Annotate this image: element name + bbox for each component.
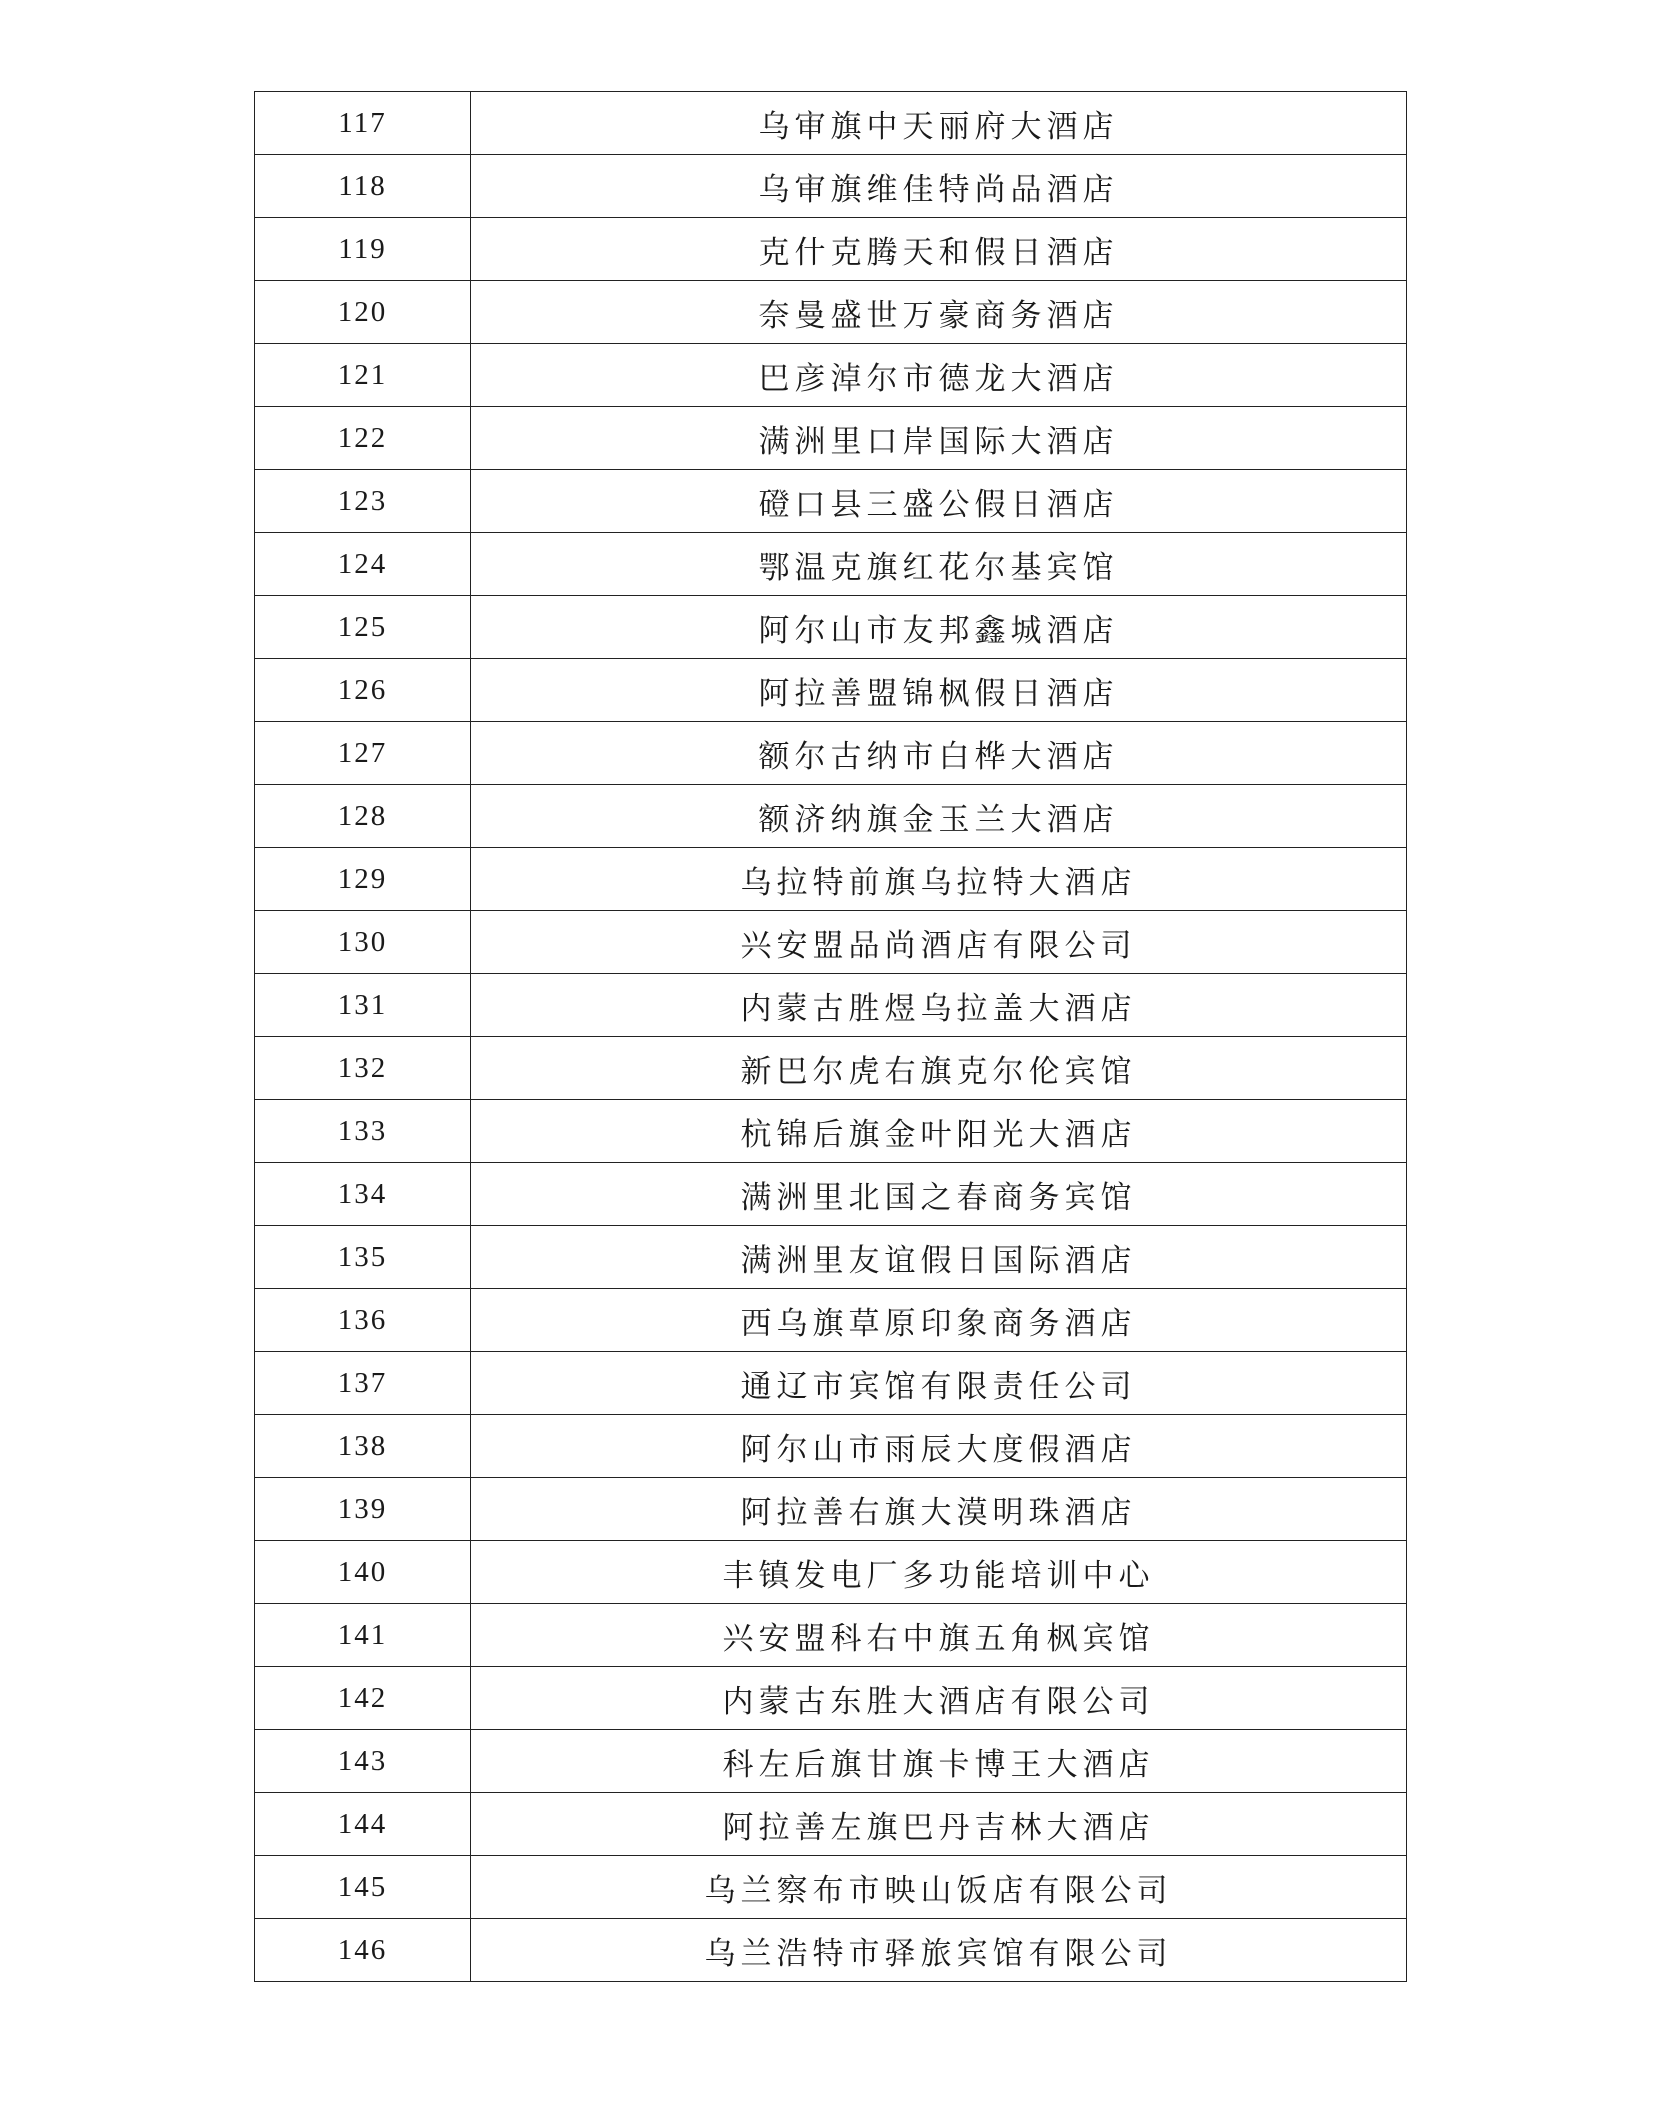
table-row xyxy=(255,848,1407,911)
hotel-name: 乌审旗维佳特尚品酒店 xyxy=(471,155,1407,218)
table-row xyxy=(255,1415,1407,1478)
row-number: 143 xyxy=(255,1730,471,1793)
hotel-name: 满洲里北国之春商务宾馆 xyxy=(471,1163,1407,1226)
table-row xyxy=(255,974,1407,1037)
hotel-name: 内蒙古胜煜乌拉盖大酒店 xyxy=(471,974,1407,1037)
row-number: 134 xyxy=(255,1163,471,1226)
row-number: 146 xyxy=(255,1919,471,1982)
table-row xyxy=(255,1793,1407,1856)
table-row xyxy=(255,407,1407,470)
hotel-name: 内蒙古东胜大酒店有限公司 xyxy=(471,1667,1407,1730)
row-number: 118 xyxy=(255,155,471,218)
table-row xyxy=(255,1604,1407,1667)
hotel-name: 丰镇发电厂多功能培训中心 xyxy=(471,1541,1407,1604)
table-row xyxy=(255,155,1407,218)
row-number: 124 xyxy=(255,533,471,596)
table-row xyxy=(255,596,1407,659)
row-number: 121 xyxy=(255,344,471,407)
row-number: 125 xyxy=(255,596,471,659)
row-number: 132 xyxy=(255,1037,471,1100)
table-row xyxy=(255,1730,1407,1793)
hotel-name: 兴安盟品尚酒店有限公司 xyxy=(471,911,1407,974)
table-row xyxy=(255,218,1407,281)
hotel-name: 阿尔山市雨辰大度假酒店 xyxy=(471,1415,1407,1478)
row-number: 142 xyxy=(255,1667,471,1730)
hotel-name: 满洲里友谊假日国际酒店 xyxy=(471,1226,1407,1289)
hotel-name: 通辽市宾馆有限责任公司 xyxy=(471,1352,1407,1415)
row-number: 117 xyxy=(255,92,471,155)
hotel-name: 额济纳旗金玉兰大酒店 xyxy=(471,785,1407,848)
hotel-name: 阿拉善左旗巴丹吉林大酒店 xyxy=(471,1793,1407,1856)
table-row xyxy=(255,1037,1407,1100)
row-number: 119 xyxy=(255,218,471,281)
table-row xyxy=(255,1667,1407,1730)
hotel-name: 阿尔山市友邦鑫城酒店 xyxy=(471,596,1407,659)
row-number: 141 xyxy=(255,1604,471,1667)
table-row xyxy=(255,659,1407,722)
hotel-list-body xyxy=(255,92,1407,1982)
table-row xyxy=(255,911,1407,974)
hotel-name: 西乌旗草原印象商务酒店 xyxy=(471,1289,1407,1352)
table-row xyxy=(255,344,1407,407)
row-number: 120 xyxy=(255,281,471,344)
row-number: 144 xyxy=(255,1793,471,1856)
row-number: 135 xyxy=(255,1226,471,1289)
hotel-name: 乌兰察布市映山饭店有限公司 xyxy=(471,1856,1407,1919)
row-number: 138 xyxy=(255,1415,471,1478)
table-row xyxy=(255,1541,1407,1604)
table-row xyxy=(255,1352,1407,1415)
table-row xyxy=(255,1289,1407,1352)
hotel-name: 鄂温克旗红花尔基宾馆 xyxy=(471,533,1407,596)
hotel-name: 克什克腾天和假日酒店 xyxy=(471,218,1407,281)
row-number: 129 xyxy=(255,848,471,911)
row-number: 133 xyxy=(255,1100,471,1163)
hotel-name: 科左后旗甘旗卡博王大酒店 xyxy=(471,1730,1407,1793)
hotel-name: 乌兰浩特市驿旅宾馆有限公司 xyxy=(471,1919,1407,1982)
hotel-name: 乌审旗中天丽府大酒店 xyxy=(471,92,1407,155)
hotel-name: 兴安盟科右中旗五角枫宾馆 xyxy=(471,1604,1407,1667)
hotel-name: 新巴尔虎右旗克尔伦宾馆 xyxy=(471,1037,1407,1100)
table-row xyxy=(255,281,1407,344)
row-number: 126 xyxy=(255,659,471,722)
hotel-name: 阿拉善右旗大漠明珠酒店 xyxy=(471,1478,1407,1541)
table-row xyxy=(255,1478,1407,1541)
row-number: 137 xyxy=(255,1352,471,1415)
row-number: 130 xyxy=(255,911,471,974)
hotel-name: 阿拉善盟锦枫假日酒店 xyxy=(471,659,1407,722)
table-row xyxy=(255,1919,1407,1982)
table-row xyxy=(255,470,1407,533)
row-number: 127 xyxy=(255,722,471,785)
table-row xyxy=(255,1226,1407,1289)
hotel-name: 满洲里口岸国际大酒店 xyxy=(471,407,1407,470)
table-row xyxy=(255,533,1407,596)
hotel-name: 额尔古纳市白桦大酒店 xyxy=(471,722,1407,785)
hotel-name: 巴彦淖尔市德龙大酒店 xyxy=(471,344,1407,407)
row-number: 145 xyxy=(255,1856,471,1919)
row-number: 123 xyxy=(255,470,471,533)
hotel-name: 磴口县三盛公假日酒店 xyxy=(471,470,1407,533)
table-row xyxy=(255,785,1407,848)
table-row xyxy=(255,1856,1407,1919)
table-row xyxy=(255,92,1407,155)
row-number: 122 xyxy=(255,407,471,470)
row-number: 128 xyxy=(255,785,471,848)
row-number: 136 xyxy=(255,1289,471,1352)
hotel-name: 奈曼盛世万豪商务酒店 xyxy=(471,281,1407,344)
hotel-list-table xyxy=(254,91,1407,1982)
hotel-name: 乌拉特前旗乌拉特大酒店 xyxy=(471,848,1407,911)
row-number: 139 xyxy=(255,1478,471,1541)
hotel-name: 杭锦后旗金叶阳光大酒店 xyxy=(471,1100,1407,1163)
row-number: 140 xyxy=(255,1541,471,1604)
table-row xyxy=(255,1163,1407,1226)
row-number: 131 xyxy=(255,974,471,1037)
table-row xyxy=(255,1100,1407,1163)
table-row xyxy=(255,722,1407,785)
